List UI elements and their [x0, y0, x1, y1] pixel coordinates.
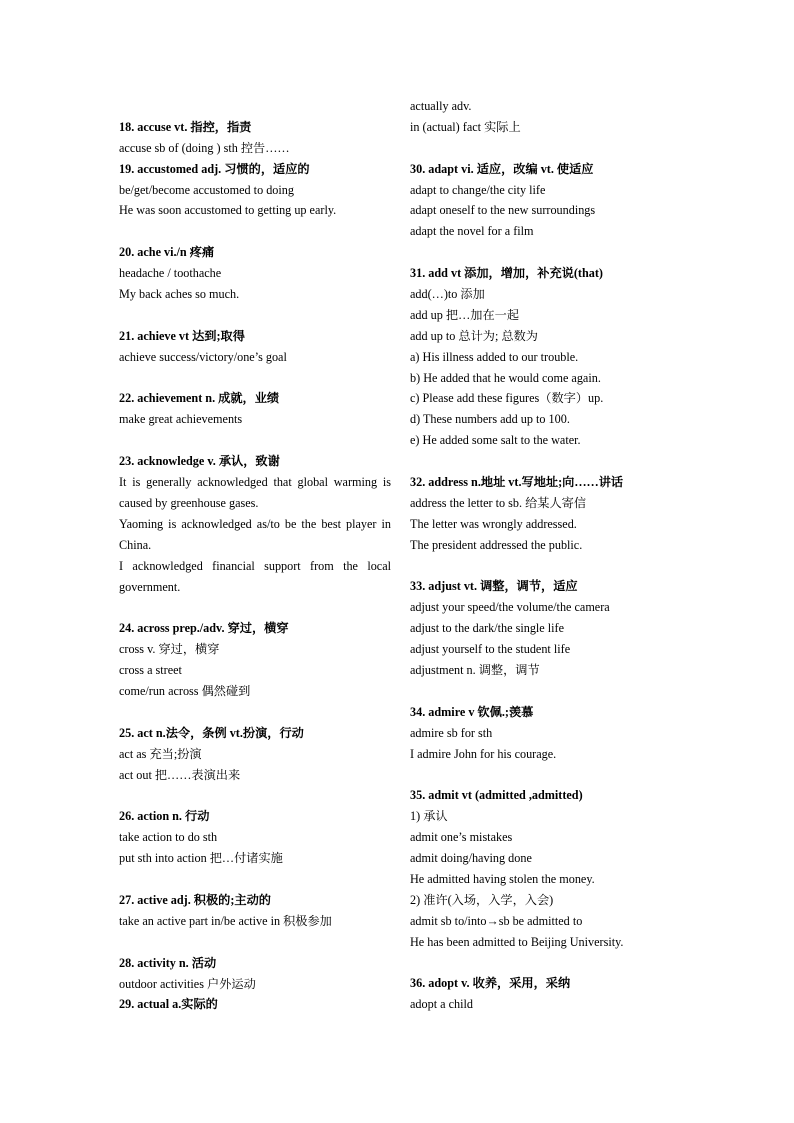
entry-line: cross a street — [119, 663, 182, 678]
spacer — [119, 305, 391, 326]
entry-heading: 21. achieve vt 达到;取得 — [119, 328, 245, 343]
entry-heading: 29. actual a.实际的 — [119, 997, 218, 1012]
entry-line: 2) 准许(入场，入学，入会) — [410, 892, 554, 907]
entry-line: address the letter to sb. 给某人寄信 — [410, 495, 587, 510]
spacer — [410, 242, 682, 263]
entry-line: actually adv. — [410, 99, 472, 113]
entry-heading: 28. activity n. 活动 — [119, 955, 217, 970]
spacer — [410, 138, 682, 159]
entry-line: act as 充当;扮演 — [119, 746, 202, 761]
entry-line: make great achievements — [119, 412, 243, 427]
spacer — [119, 221, 391, 242]
entry-heading: 27. active adj. 积极的;主动的 — [119, 892, 271, 907]
entry-line: adopt a child — [410, 997, 473, 1012]
entry-line: admit sb to/into→sb be admitted to — [410, 913, 583, 928]
entry-line: in (actual) fact 实际上 — [410, 119, 521, 134]
entry-line: adjust your speed/the volume/the camera — [410, 600, 610, 615]
spacer — [119, 96, 391, 117]
entry-line: c) Please add these figures（数字）up. — [410, 391, 604, 406]
entry-line: outdoor activities 户外运动 — [119, 976, 256, 991]
entry-line: My back aches so much. — [119, 287, 240, 302]
entry-line: put sth into action 把…付诸实施 — [119, 851, 283, 866]
entry-heading: 26. action n. 行动 — [119, 809, 210, 824]
entry-line: take action to do sth — [119, 830, 218, 845]
entry-line: b) He added that he would come again. — [410, 370, 601, 385]
entry-line: be/get/become accustomed to doing — [119, 182, 294, 197]
spacer — [119, 368, 391, 389]
entry-line: adapt to change/the city life — [410, 182, 546, 197]
entry-heading: 36. adopt v. 收养，采用，采纳 — [410, 976, 571, 991]
entry-heading: 33. adjust vt. 调整，调节，适应 — [410, 579, 578, 594]
entry-heading: 18. accuse vt. 指控，指责 — [119, 119, 252, 134]
left-column — [119, 96, 391, 1015]
example-sentence: Yaoming is acknowledged as/to be the best player in China. — [119, 516, 391, 552]
entry-line: a) His illness added to our trouble. — [410, 349, 579, 364]
entry-line: e) He added some salt to the water. — [410, 433, 581, 448]
entry-line: cross v. 穿过，横穿 — [119, 642, 220, 657]
entry-heading: 20. ache vi./n 疼痛 — [119, 245, 215, 260]
example-sentence: I acknowledged financial support from the local government. — [119, 558, 391, 594]
entry-line: adjustment n. 调整，调节 — [410, 663, 540, 678]
entry-heading: 19. accustomed adj. 习惯的，适应的 — [119, 161, 310, 176]
entry-line: I admire John for his courage. — [410, 746, 557, 761]
entry-heading: 34. admire v 钦佩.;羡慕 — [410, 704, 534, 719]
entry-heading: 30. adapt vi. 适应，改编 vt. 使适应 — [410, 161, 594, 176]
entry-line: He has been admitted to Beijing University. — [410, 934, 624, 949]
entry-line: The letter was wrongly addressed. — [410, 516, 577, 531]
entry-line: He was soon accustomed to getting up early. — [119, 203, 337, 218]
spacer — [410, 451, 682, 472]
entry-line: admit one’s mistakes — [410, 830, 513, 845]
entry-line: adjust yourself to the student life — [410, 642, 571, 657]
entry-heading: 35. admit vt (admitted ,admitted) — [410, 788, 583, 803]
entry-line: take an active part in/be active in 积极参加 — [119, 913, 332, 928]
example-sentence: It is generally acknowledged that global warming is caused by greenhouse gases. — [119, 475, 391, 510]
spacer — [410, 681, 682, 702]
entry-heading: 32. address n.地址 vt.写地址;向……讲话 — [410, 475, 624, 490]
entry-line: add up to 总计为; 总数为 — [410, 328, 538, 343]
spacer — [410, 953, 682, 974]
entry-heading: 25. act n.法令，条例 vt.扮演，行动 — [119, 725, 304, 740]
entry-line: achieve success/victory/one’s goal — [119, 349, 287, 364]
entry-heading: 24. across prep./adv. 穿过，横穿 — [119, 621, 289, 636]
entry-line: accuse sb of (doing ) sth 控告…… — [119, 140, 290, 155]
entry-line: headache / toothache — [119, 266, 222, 281]
entry-line: come/run across 偶然碰到 — [119, 684, 251, 699]
entry-line: The president addressed the public. — [410, 537, 583, 552]
spacer — [119, 430, 391, 451]
entry-heading: 31. add vt 添加，增加，补充说(that) — [410, 266, 603, 281]
entry-line: d) These numbers add up to 100. — [410, 412, 570, 427]
entry-line: admire sb for sth — [410, 725, 493, 740]
entry-heading: 23. acknowledge v. 承认，致谢 — [119, 454, 280, 469]
entry-line: adapt the novel for a film — [410, 224, 534, 239]
spacer — [119, 785, 391, 806]
spacer — [119, 702, 391, 723]
spacer — [119, 597, 391, 618]
right-column — [410, 96, 682, 1015]
entry-line: add up 把…加在一起 — [410, 307, 520, 322]
spacer — [410, 556, 682, 577]
entry-line: adapt oneself to the new surroundings — [410, 203, 596, 218]
entry-line: 1) 承认 — [410, 809, 448, 824]
entry-line: adjust to the dark/the single life — [410, 621, 564, 636]
entry-line: add(…)to 添加 — [410, 287, 485, 302]
entry-line: act out 把……表演出来 — [119, 767, 241, 782]
spacer — [410, 765, 682, 786]
entry-line: He admitted having stolen the money. — [410, 871, 595, 886]
spacer — [119, 932, 391, 953]
entry-line: admit doing/having done — [410, 851, 532, 866]
spacer — [119, 869, 391, 890]
entry-heading: 22. achievement n. 成就，业绩 — [119, 391, 280, 406]
